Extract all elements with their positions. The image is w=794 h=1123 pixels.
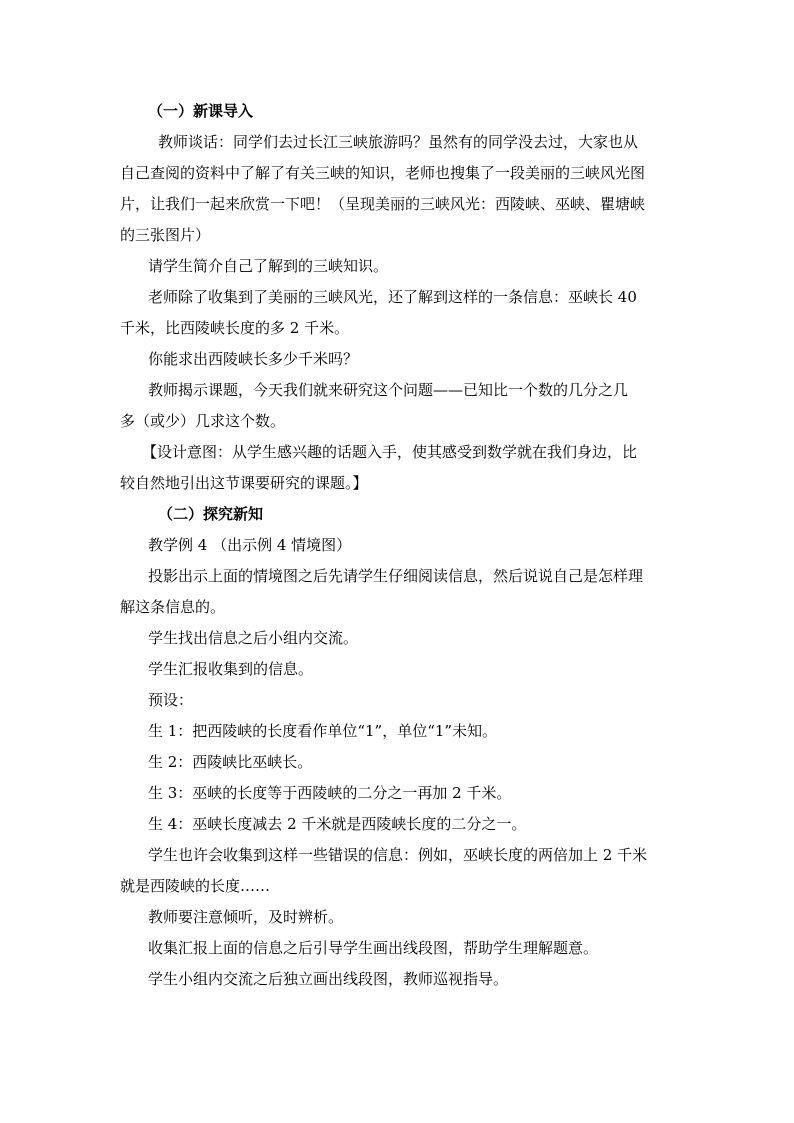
example-title: 教学例 4 （出示例 4 情境图） bbox=[148, 536, 352, 554]
list-item: 学生找出信息之后小组内交流。 bbox=[148, 629, 359, 647]
section2-tail bbox=[120, 902, 676, 995]
text-line: 千米，比西陵峡长度的多 2 千米。 bbox=[120, 319, 350, 337]
section1-para4: 你能求出西陵峡长多少千米吗？ bbox=[148, 350, 359, 368]
text-line: 自己查阅的资料中了解了有关三峡的知识，老师也搜集了一段美丽的三峡风光图 bbox=[120, 164, 646, 182]
text-line: 教师揭示课题，今天我们就来研究这个问题——已知比一个数的几分之几 bbox=[148, 381, 629, 399]
text-line: 教师谈话：同学们去过长江三峡旅游吗？虽然有的同学没去过，大家也从 bbox=[158, 133, 639, 151]
list-item: 预设： bbox=[148, 691, 194, 709]
list-item: 学生小组内交流之后独立画出线段图，教师巡视指导。 bbox=[148, 970, 509, 988]
list-item: 生 3：巫峡的长度等于西陵峡的二分之一再加 2 千米。 bbox=[148, 784, 512, 802]
text-line: 较自然地引出这节课要研究的课题。】 bbox=[120, 474, 368, 492]
section2-error-para bbox=[120, 840, 676, 902]
list-item: 生 4：巫峡长度减去 2 千米就是西陵峡长度的二分之一。 bbox=[148, 815, 527, 833]
text-line: 学生也许会收集到这样一些错误的信息：例如，巫峡长度的两倍加上 2 千米 bbox=[148, 846, 648, 864]
section1-para5 bbox=[120, 375, 676, 437]
section2-projection-para bbox=[120, 561, 676, 623]
list-item: 收集汇报上面的信息之后引导学生画出线段图，帮助学生理解题意。 bbox=[148, 939, 599, 957]
text-line: 解这条信息的。 bbox=[120, 598, 226, 616]
text-line: 多（或少）几求这个数。 bbox=[120, 412, 286, 430]
text-line: 就是西陵峡的长度…… bbox=[120, 877, 271, 895]
text-line: 投影出示上面的情境图之后先请学生仔细阅读信息，然后说说自己是怎样理 bbox=[148, 567, 644, 585]
list-item: 生 1：把西陵峡的长度看作单位“1”，单位“1”未知。 bbox=[148, 722, 498, 740]
list-item: 生 2：西陵峡比巫峡长。 bbox=[148, 753, 313, 771]
section1-para1 bbox=[120, 127, 676, 251]
section1-para3 bbox=[120, 282, 676, 344]
text-line: 片，让我们一起来欣赏一下吧！（呈现美丽的三峡风光：西陵峡、巫峡、瞿塘峡 bbox=[120, 195, 646, 213]
section2-heading: （二）探究新知 bbox=[158, 505, 264, 523]
document-page bbox=[120, 96, 676, 995]
section1-para2: 请学生简介自己了解到的三峡知识。 bbox=[148, 257, 389, 275]
text-line: 【设计意图：从学生感兴趣的话题入手，使其感受到数学就在我们身边，比 bbox=[142, 443, 638, 461]
text-line: 老师除了收集到了美丽的三峡风光，还了解到这样的一条信息：巫峡长 40 bbox=[148, 288, 637, 306]
design-intent bbox=[120, 437, 676, 499]
section2-items bbox=[120, 623, 676, 840]
list-item: 教师要注意倾听，及时辨析。 bbox=[148, 908, 344, 926]
section1-heading: （一）新课导入 bbox=[148, 102, 254, 120]
text-line: 的三张图片） bbox=[120, 226, 211, 244]
list-item: 学生汇报收集到的信息。 bbox=[148, 660, 314, 678]
